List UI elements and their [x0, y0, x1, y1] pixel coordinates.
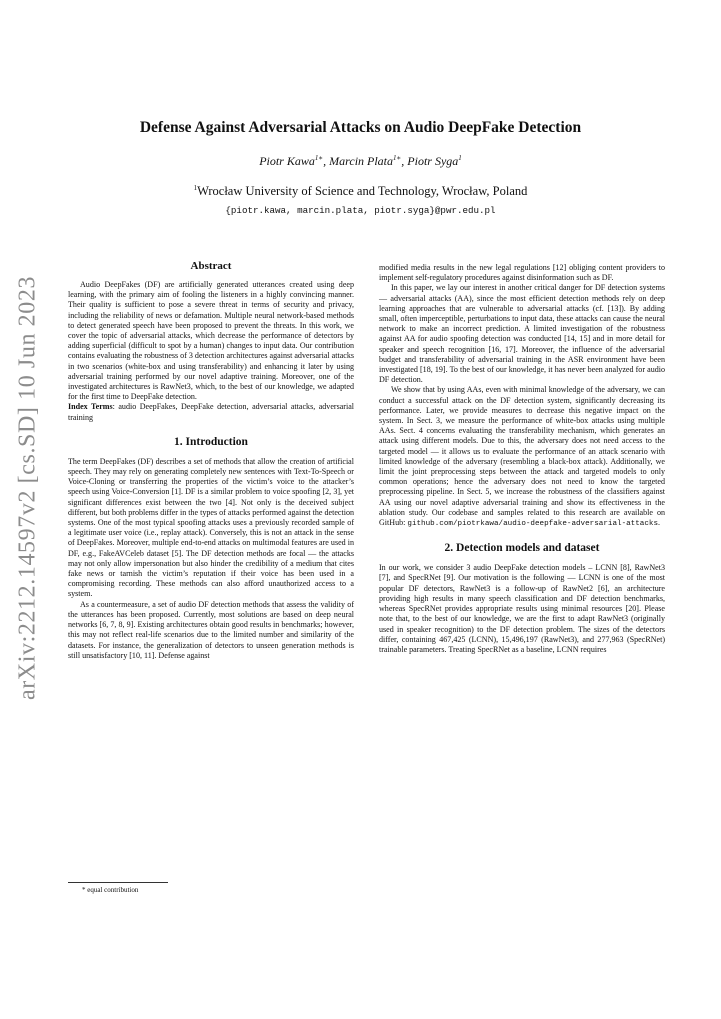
section-heading-detection-models: 2. Detection models and dataset [444, 542, 600, 555]
author-affil-mark: 1∗ [314, 154, 324, 162]
affiliation-text: Wrocław University of Science and Technology, Wrocław, Poland [197, 184, 528, 198]
index-terms-text: : audio DeepFakes, DeepFake detection, adversarial attacks, adversarial training [68, 402, 355, 422]
author-list: Piotr Kawa$^{1∗}$, Marcin Plata$^{1∗}$, Piotr Syga$^1$ [259, 154, 462, 168]
author-name: Piotr Kawa [259, 154, 315, 168]
body-paragraph-text: We show that by using AAs, even with minimal knowledge of the adversary, we can conduct a successful attack on the DF detection system, significantly decreasing its performance. Later, we provide measures to decrease this negative impact on the system. In Sect. 3, we measure the performance of white-box attacks using multiple AAs. Sect. 4 concerns evaluating the transferability mechanism, which generates an attack using different models. Due to this, the adversary does not need access to the targeted model — it allows us to evaluate the performance of an attack scenario with limited knowledge of the adversary (resembling a black-box attack). Additionally, we limit the joint preprocessing steps between the attack and targeted models to only common operations; hence the adversary does not need to know the targeted preprocessing pipeline. In Sect. 5, we increase the robustness of the classifiers against AA using our novel adaptive adversarial training and show its effectiveness in the ablation study. Our codebase and samples related to this research are available on GitHub: [379, 385, 665, 528]
right-column [379, 263, 665, 655]
author-emails[interactable]: {piotr.kawa, marcin.plata, piotr.syga}@pwr.edu.pl [225, 205, 496, 216]
paper-title: Defense Against Adversarial Attacks on Audio DeepFake Detection [139, 119, 582, 136]
section-heading-introduction: 1. Introduction [174, 435, 248, 448]
author-name: Marcin Plata [329, 154, 394, 168]
footnote-rule [68, 882, 168, 883]
intro-paragraph: As a countermeasure, a set of audio DF detection methods that assess the validity of the utterances has been proposed. Currently, most solutions are based on deep neural networks [6, 7, 8, 9]. Existing architectures obtain good results in benchmarks; however, this may not reflect real-life scenarios due to the limited number and similarity of the datasets. For instance, the generalization of detectors to unseen generation methods is still unsatisfactory [10, 11]. Defense against [68, 599, 354, 660]
affiliation-mark: 1 [193, 183, 198, 192]
abstract-body: Audio DeepFakes (DF) are artificially generated utterances created using deep learning, with the primary aim of fooling the listeners in a highly convincing manner. Their quality is sufficient to pose a severe threat in terms of security and privacy, including the reliability of news or defamation. Multiple neural network-based methods to detect generated speech have been proposed to prevent the threats. In this work, we cover the topic of adversarial attacks, which decrease the performance of detectors by adding superficial (difficult to spot by a human) changes to input data. Our contribution contains evaluating the robustness of 3 detection architectures against adversarial attacks in two scenarios (white-box and using transferability) and enhancing it later by using adversarial training performed by our novel adaptive training. Moreover, one of the investigated architectures is RawNet3, which, to the best of our knowledge, we adapted for the first time to DeepFake detection. [68, 280, 355, 402]
arxiv-stamp-text: arXiv:2212.14597v2 [cs.SD] 10 Jun 2023 [14, 275, 41, 701]
author-affil-mark: 1 [458, 154, 462, 162]
index-terms-label: Index Terms [68, 402, 113, 412]
github-link[interactable]: github.com/piotrkawa/audio-deepfake-adversarial-attacks [407, 520, 659, 529]
body-paragraph [379, 385, 665, 529]
index-terms [68, 402, 354, 422]
left-column [68, 260, 354, 661]
body-paragraph: modified media results in the new legal regulations [12] obliging content providers to implement self-regulatory procedures against disinformation such as DF. [379, 263, 665, 283]
body-paragraph: In our work, we consider 3 audio DeepFake detection models – LCNN [8], RawNet3 [7], and SpecRNet [9]. Our motivation is the following — LCNN is one of the most popular DF detectors, RawNet3 is a follow-up of RawNet2 [6], an architecture providing high results in many speech classification and DF detection benchmarks, whereas SpecRNet provides appropriate results using minimal resources [20]. Please note that, to the best of our knowledge, we are the first to adapt RawNet3 (originally used in speaker recognition) to the DF detection problem. The sizes of the detectors differ, containing 467,425 (LCNN), 15,496,197 (RawNet3), and 277,963 (SpecRNet) trainable parameters. Treating SpecRNet as a baseline, LCNN requires [379, 563, 665, 654]
footnote: * equal contribution [82, 886, 139, 894]
intro-paragraph: The term DeepFakes (DF) describes a set of methods that allow the creation of artificial speech. They may rely on generating completely new sentences with Text-To-Speech or Voice-Cloning or transferring the properties of the victim’s voice to the attacker’s speech using Voice-Conversion [1]. DF is a similar problem to voice spoofing [2, 3], yet significant differences exist between the two [4]. Not only is the deceived subject different, but both problems differ in the types of attacks performed against the detection systems. One of the most typical spoofing attacks uses a previously recorded sample of a legitimate user voice (i.e., replay attack). Conversely, this is not an attack in the sense of DeepFakes. Moreover, multiple end-to-end attacks on multimodal features are used in DF, e.g., FakeAVCeleb dataset [5]. The DF detection methods are focal — the attacks may not only allow impersonation but also hinder the credibility of a medium that cites fake news or tarnish the victim’s reputation if their voice has been used in a compromising recording. These methods can also afford unauthorized access to a system. [68, 456, 354, 599]
affiliation [60, 184, 661, 199]
body-paragraph: In this paper, we lay our interest in another critical danger for DF detection systems — adversarial attacks (AA), since the most efficient detection methods rely on deep learning approaches that are vulnerable to adversarial attacks (cf. [13]). By adding small, often imperceptible, perturbations to input data, these attacks can cause the neural network to make an incorrect prediction. A limited investigation of the robustness against AA for audio spoofing detection was conducted [14, 15] and in more detail for speaker and speech recognition [16, 17]. Moreover, the influence of the adversarial budget and transferability of adversarial training in the ASR environment have been investigated [18, 19]. To the best of our knowledge, it has never been analyzed for audio DF detection. [379, 283, 665, 385]
body-paragraph-end: . [658, 518, 661, 528]
arxiv-stamp [8, 275, 48, 701]
author-name: Piotr Syga [407, 154, 459, 168]
author-affil-mark: 1∗ [393, 154, 402, 162]
abstract-heading: Abstract [190, 260, 232, 272]
